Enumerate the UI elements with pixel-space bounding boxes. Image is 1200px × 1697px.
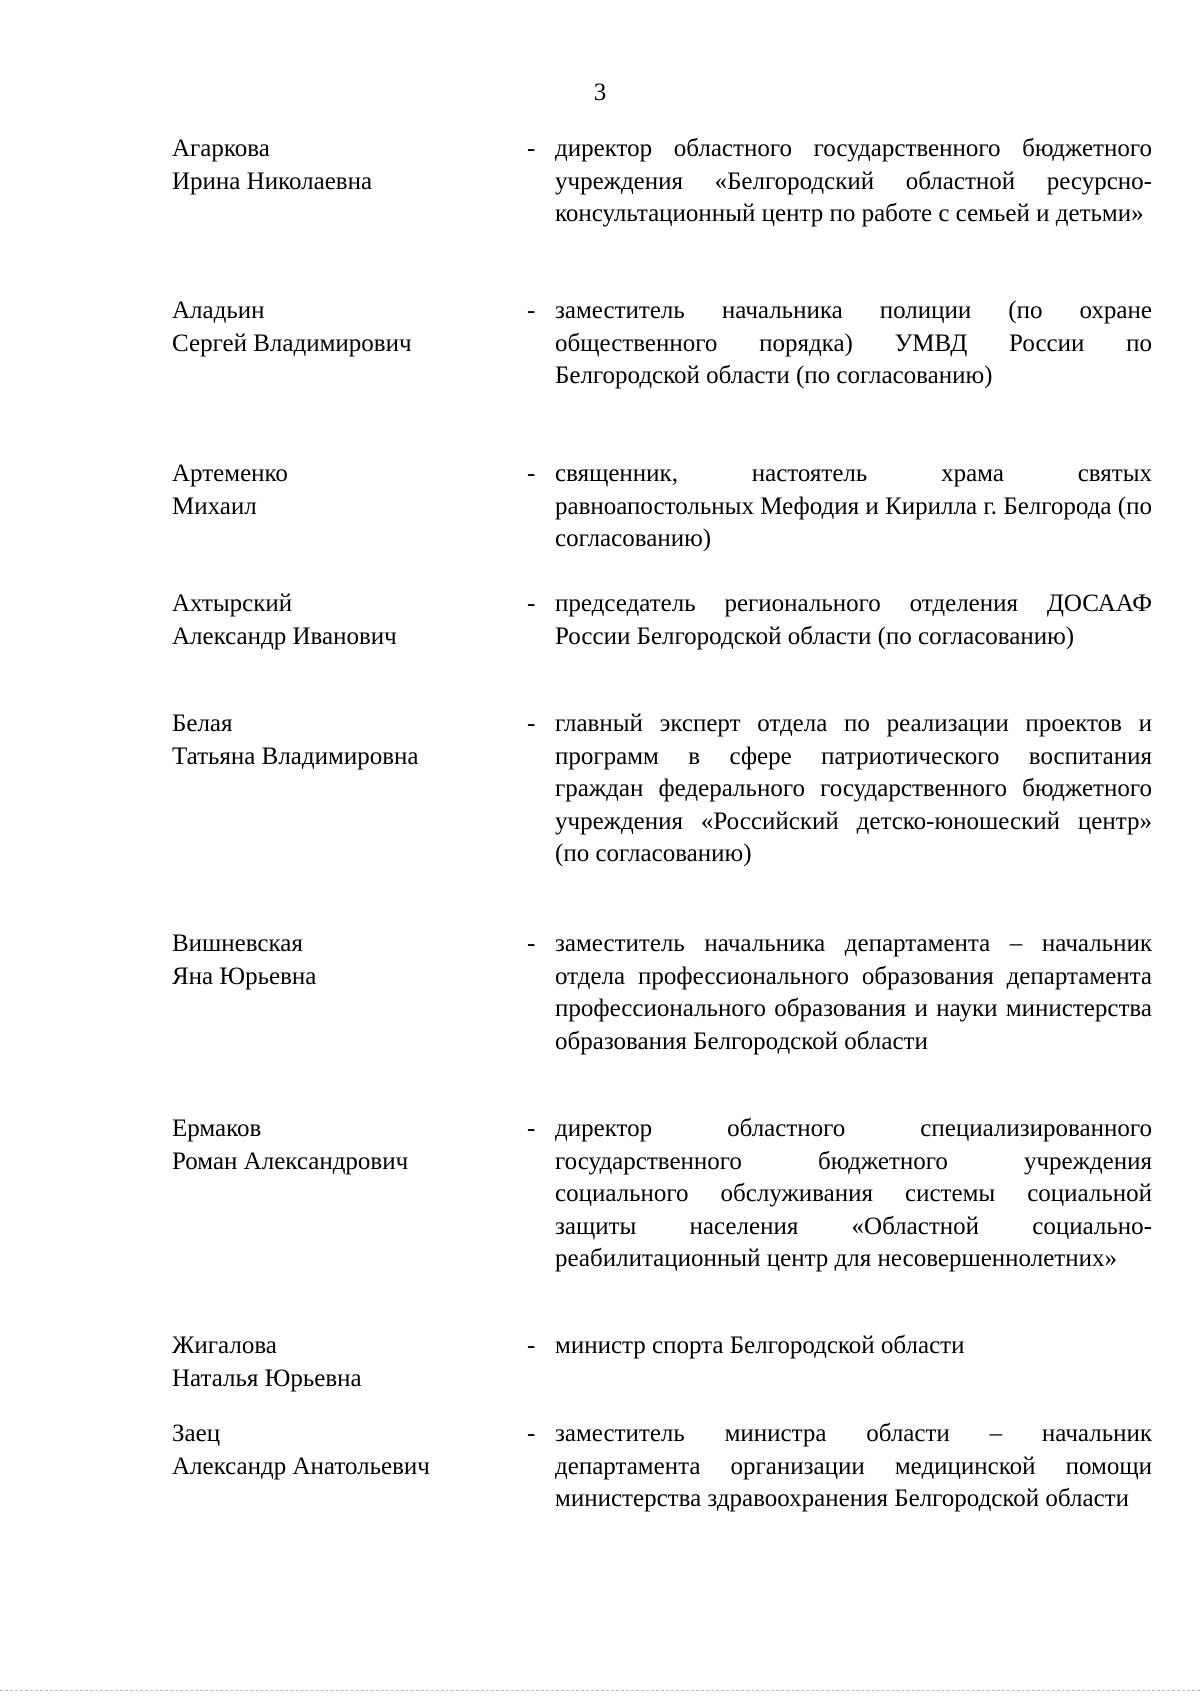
member-given-name: Наталья Юрьевна [172,1364,362,1392]
member-given-name: Яна Юрьевна [172,962,317,990]
member-surname: Ермаков [172,1115,262,1142]
list-item [172,133,1152,295]
dash-separator: - [527,710,536,737]
member-given-name: Роман Александрович [172,1147,409,1175]
list-item [172,295,1152,458]
list-item [172,1330,1152,1418]
member-name [172,295,522,458]
member-given-name: Александр Иванович [172,622,397,650]
member-surname: Агаркова [172,135,270,162]
list-item [172,1113,1152,1330]
member-name [172,458,522,588]
member-surname: Аладьин [172,297,265,324]
list-item [172,458,1152,588]
member-given-name: Татьяна Владимировна [172,742,419,770]
member-position: директор областного специализированного государственного бюджетного учреждения социального обслуживания системы социальной защиты населения «Областной социально-реабилитационный центр для несовершеннолетних» [555,1115,1152,1272]
member-given-name: Ирина Николаевна [172,167,373,195]
list-item [172,1418,1152,1548]
member-name [172,708,522,928]
member-given-name: Михаил [172,492,257,520]
member-position: председатель регионального отделения ДОСААФ России Белгородской области (по согласованию) [555,590,1152,650]
member-position: священник, настоятель храма святых равноапостольных Мефодия и Кирилла г. Белгорода (по согласованию) [555,460,1152,552]
member-position: министр спорта Белгородской области [555,1332,965,1359]
list-item [172,928,1152,1113]
member-list [172,133,1152,1548]
member-position: главный эксперт отдела по реализации проектов и программ в сфере патриотического воспитания граждан федерального государственного бюджетного учреждения «Российский детско-юношеский центр» (по согласованию) [555,710,1152,867]
dash-separator: - [527,460,536,487]
list-item [172,588,1152,708]
member-position: заместитель министра области – начальник департамента организации медицинской помощи министерства здравоохранения Белгородской области [555,1420,1152,1512]
page-number: 3 [593,79,607,106]
member-position: заместитель начальника департамента – начальник отдела профессионального образования департамента профессионального образования и науки министерства образования Белгородской области [555,930,1152,1055]
member-surname: Заец [172,1420,221,1447]
member-name [172,928,522,1113]
member-surname: Жигалова [172,1332,277,1359]
member-position: заместитель начальника полиции (по охране общественного порядка) УМВД России по Белгородской области (по согласованию) [555,297,1152,389]
member-given-name: Сергей Владимирович [172,329,412,357]
dash-separator: - [527,930,536,957]
page-bottom-edge [0,1690,1200,1691]
dash-separator: - [527,1420,536,1447]
member-surname: Вишневская [172,930,303,957]
member-name [172,133,522,295]
dash-separator: - [527,1332,536,1359]
member-name [172,588,522,708]
member-name [172,1418,522,1548]
list-item [172,708,1152,928]
member-name [172,1113,522,1330]
member-surname: Ахтырский [172,590,293,617]
member-surname: Белая [172,710,233,737]
member-surname: Артеменко [172,460,288,487]
dash-separator: - [527,297,536,324]
dash-separator: - [527,1115,536,1142]
member-position: директор областного государственного бюджетного учреждения «Белгородский областной ресурсно-консультационный центр по работе с семьей и детьми» [555,135,1152,227]
member-given-name: Александр Анатольевич [172,1452,430,1480]
member-name [172,1330,522,1418]
dash-separator: - [527,590,536,617]
dash-separator: - [527,135,536,162]
